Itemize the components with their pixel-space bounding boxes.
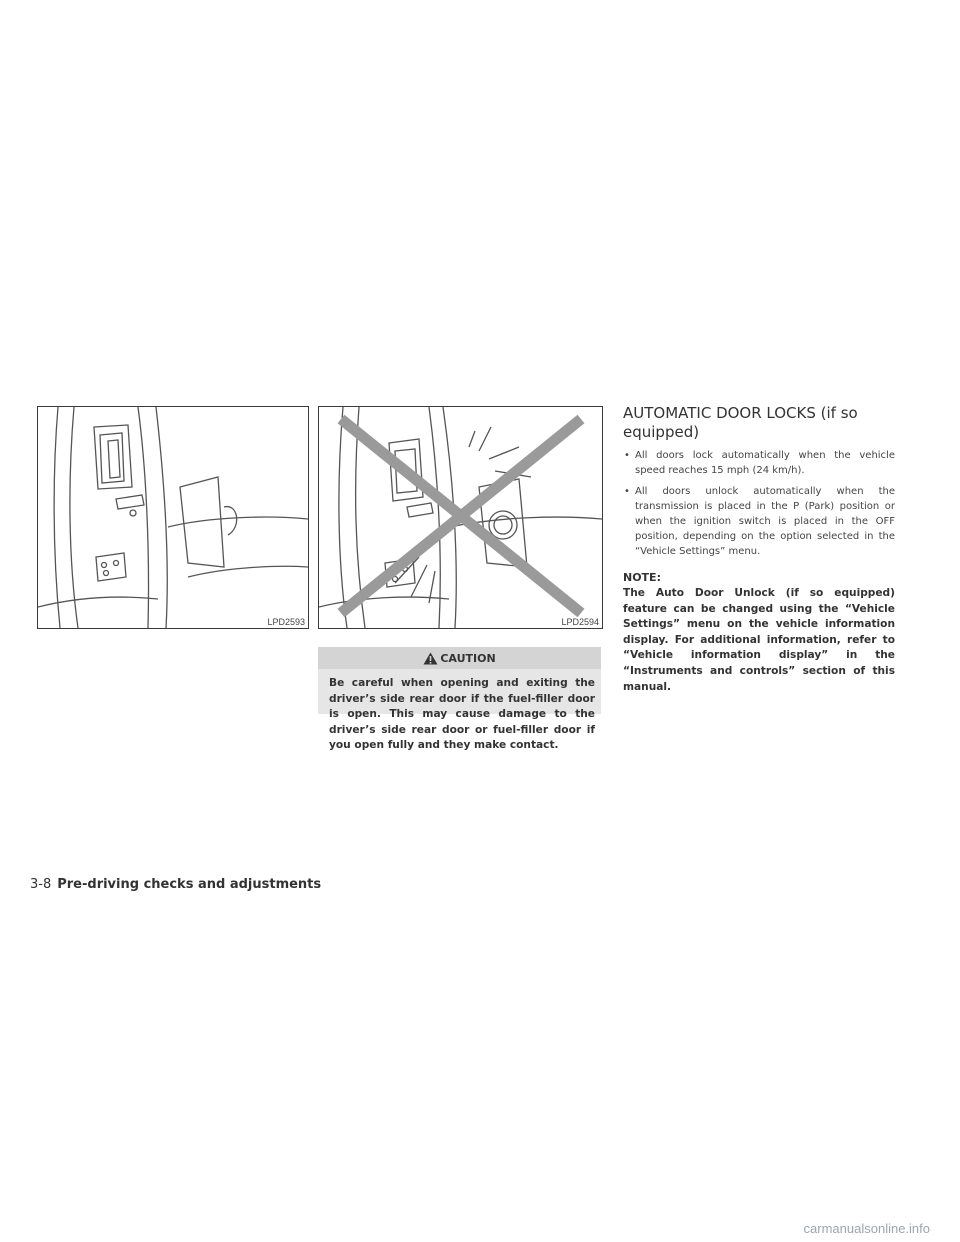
bullet-icon: • bbox=[624, 486, 630, 497]
chapter-title: Pre-driving checks and adjustments bbox=[57, 877, 322, 892]
figure-door-open bbox=[37, 406, 309, 629]
list-item-text: All doors unlock automatically when the transmission is placed in the P (Park) position or when the ignition switch is placed in the OFF position, depending on the option selected in the “Vehicle Settings” menu. bbox=[635, 486, 895, 557]
door-illustration bbox=[38, 407, 308, 628]
list-item bbox=[623, 448, 895, 478]
caution-header bbox=[318, 647, 601, 669]
note-title: NOTE: bbox=[623, 571, 661, 584]
bullet-icon: • bbox=[624, 450, 630, 461]
auto-door-locks-section bbox=[623, 404, 895, 695]
figure-label: LPD2594 bbox=[561, 617, 599, 627]
list-item bbox=[623, 484, 895, 559]
caution-title: CAUTION bbox=[440, 651, 496, 665]
figure-label: LPD2593 bbox=[267, 617, 305, 627]
watermark: carmanualsonline.info bbox=[803, 1221, 930, 1236]
page-footer bbox=[30, 877, 321, 892]
page-number: 3-8 bbox=[30, 877, 52, 892]
door-prohibited-illustration bbox=[319, 407, 602, 628]
caution-text: Be careful when opening and exiting the driver’s side rear door if the fuel-filler door is open. This may cause damage to the driver’s side rear door or fuel-filler door if you open fully and they make contact. bbox=[329, 677, 595, 752]
note-text: The Auto Door Unlock (if so equipped) feature can be changed using the “Vehicle Settings” menu on the vehicle information display. For additional information, refer to “Vehicle information display” in the “Instruments and controls” section of this manual. bbox=[623, 587, 895, 693]
figure-door-prohibited bbox=[318, 406, 603, 629]
section-title: AUTOMATIC DOOR LOCKS (if so equipped) bbox=[623, 404, 858, 441]
list-item-text: All doors lock automatically when the vehicle speed reaches 15 mph (24 km/h). bbox=[635, 450, 895, 476]
warning-icon bbox=[423, 652, 438, 665]
